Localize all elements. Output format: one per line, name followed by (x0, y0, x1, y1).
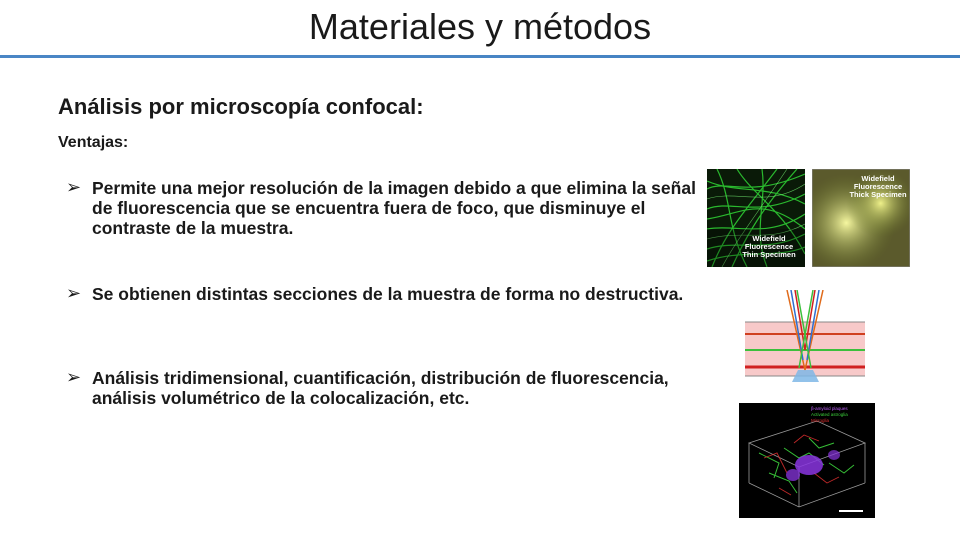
thin-label-line1: Widefield (752, 234, 786, 243)
arrow-bullet-icon: ➢ (66, 367, 82, 387)
section-heading: Análisis por microscopía confocal: (58, 94, 424, 119)
legend-microglia: Microglia (811, 418, 830, 423)
legend-plaques: β-amyloid plaques (811, 406, 848, 411)
thick-specimen-image (812, 169, 910, 267)
thick-label-line2: Fluorescence (853, 182, 903, 191)
arrow-bullet-icon: ➢ (66, 177, 82, 197)
page-title: Materiales y métodos (308, 6, 652, 47)
list-item (66, 178, 696, 238)
list-item-text: Permite una mejor resolución de la imagen debido a que elimina la señal de fluorescencia que se encuentra fuera de foco, que disminuye el contraste de la muestra. (92, 178, 696, 238)
title-divider (0, 55, 960, 58)
advantages-label: Ventajas: (58, 134, 129, 151)
confocal-3d-render (739, 403, 875, 518)
thin-label-line2: Fluorescence (744, 242, 794, 251)
thin-specimen-image (707, 169, 805, 267)
optical-sectioning-diagram (741, 290, 867, 382)
thin-label-line3: Thin Specimen (742, 250, 796, 259)
thick-label-line1: Widefield (861, 174, 895, 183)
arrow-bullet-icon: ➢ (66, 283, 82, 303)
thick-label-line3: Thick Specimen (849, 190, 907, 199)
legend-astroglia: Activated astroglia (811, 412, 848, 417)
list-item (66, 284, 696, 304)
list-item (66, 368, 696, 408)
list-item-text: Análisis tridimensional, cuantificación, distribución de fluorescencia, análisis volumétrico de la colocalización, etc. (92, 368, 669, 408)
list-item-text: Se obtienen distintas secciones de la muestra de forma no destructiva. (92, 284, 684, 304)
